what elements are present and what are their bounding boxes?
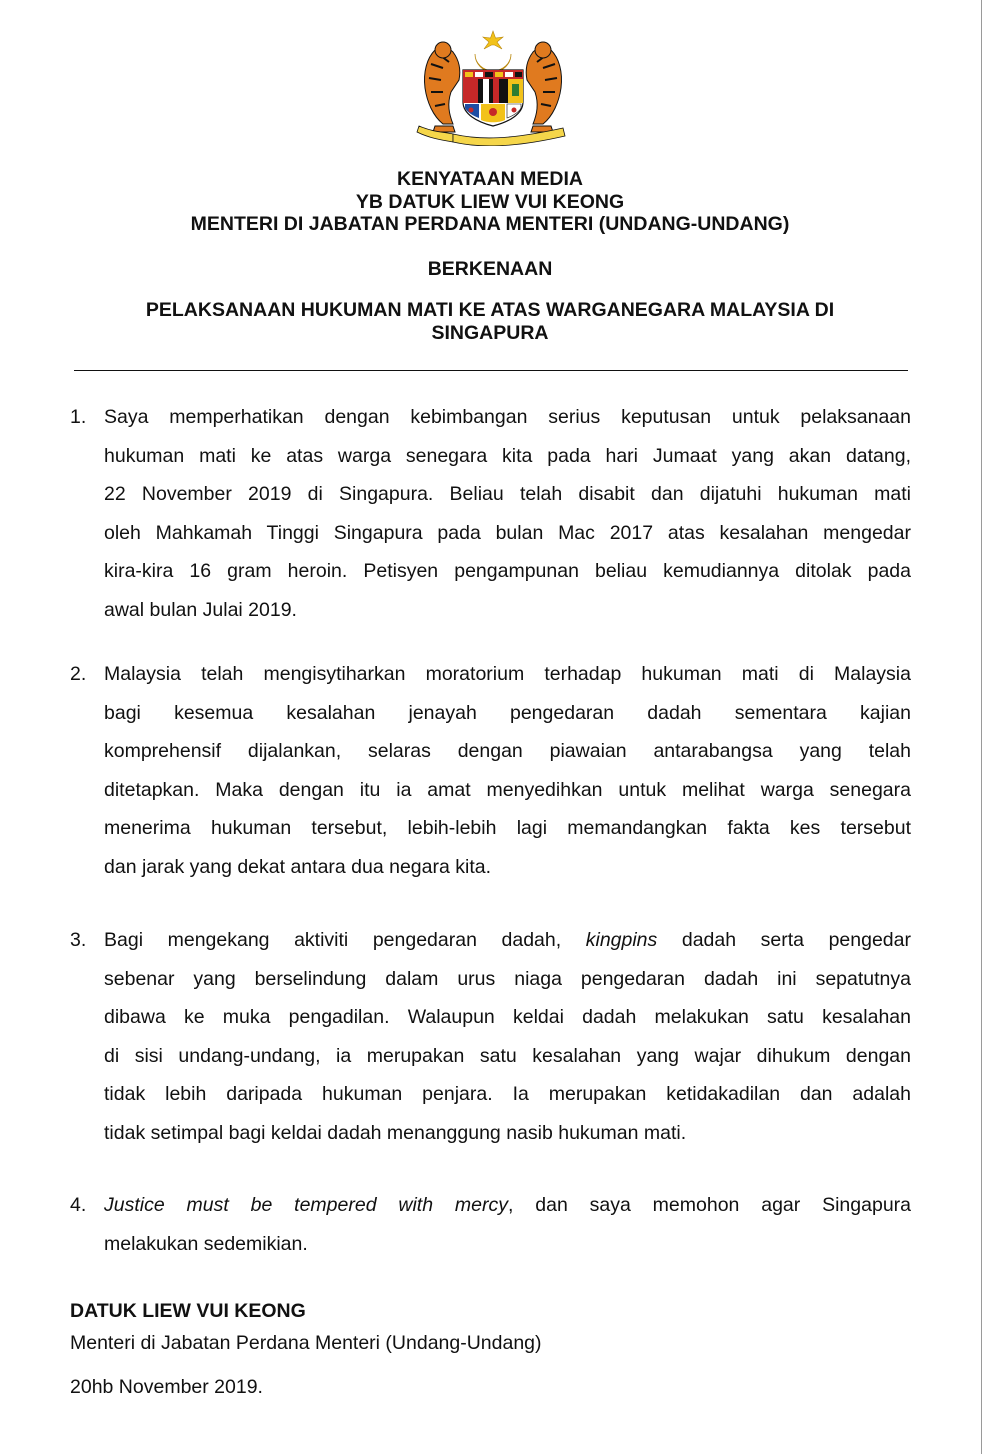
paragraph-line: melakukan sedemikian. (104, 1232, 308, 1255)
paragraph-number: 1. (70, 406, 87, 428)
paragraph-line: tidak lebih daripada hukuman penjara. Ia merupakan ketidakadilan dan adalah (104, 1083, 911, 1106)
signatory-title: Menteri di Jabatan Perdana Menteri (Undang-Undang) (70, 1332, 542, 1354)
paragraph-line: kira-kira 16 gram heroin. Petisyen pengampunan beliau kemudiannya ditolak pada (104, 560, 911, 583)
paragraph-line: dibawa ke muka pengadilan. Walaupun keldai dadah melakukan satu kesalahan (104, 1006, 911, 1029)
paragraph-line: ditetapkan. Maka dengan itu ia amat menyedihkan untuk melihat warga senegara (104, 778, 911, 801)
page-edge-line (981, 0, 982, 1454)
paragraph-line: dan jarak yang dekat antara dua negara kita. (104, 855, 492, 878)
paragraph-3 (70, 921, 911, 1153)
paragraph-4 (70, 1186, 911, 1263)
paragraph-line: sebenar yang berselindung dalam urus niaga pengedaran dadah ini sepatutnya (104, 967, 911, 990)
subject-line-2: SINGAPURA (431, 321, 549, 344)
italic-phrase: Justice must be tempered with mercy (104, 1194, 508, 1216)
crescent-star-icon (475, 31, 511, 72)
statement-date: 20hb November 2019. (70, 1376, 263, 1398)
paragraph-line: oleh Mahkamah Tinggi Singapura pada bulan Mac 2017 atas kesalahan mengedar (104, 521, 911, 544)
paragraph-line-first (104, 921, 911, 960)
paragraph-line-first (104, 1186, 911, 1225)
shield-icon (463, 70, 523, 126)
paragraph-number: 2. (70, 663, 87, 685)
paragraph-line: hukuman mati ke atas warga senegara kita pada hari Jumaat yang akan datang, (104, 444, 911, 467)
paragraph-line: Saya memperhatikan dengan kebimbangan serius keputusan untuk pelaksanaan (104, 406, 911, 428)
paragraph-line: tidak setimpal bagi keldai dadah menanggung nasib hukuman mati. (104, 1121, 687, 1144)
paragraph-line: komprehensif dijalankan, selaras dengan piawaian antarabangsa yang telah (104, 740, 911, 763)
statement-heading (0, 168, 980, 236)
paragraph-line: di sisi undang-undang, ia merupakan satu kesalahan yang wajar dihukum dengan (104, 1044, 911, 1067)
right-tiger-icon (526, 42, 561, 132)
line-text-after: , dan saya memohon agar Singapura (508, 1194, 911, 1216)
paragraph-line: Malaysia telah mengisytiharkan moratorium terhadap hukuman mati di Malaysia (104, 663, 911, 685)
berkenaan-heading: BERKENAAN (427, 258, 553, 280)
paragraph-line: 22 November 2019 di Singapura. Beliau telah disabit dan dijatuhi hukuman mati (104, 483, 911, 506)
paragraph-2 (70, 655, 911, 887)
paragraph-line: bagi kesemua kesalahan jenayah pengedaran dadah sementara kajian (104, 701, 911, 724)
paragraph-1 (70, 398, 911, 630)
paragraph-line: awal bulan Julai 2019. (104, 598, 297, 621)
line-text-after: dadah serta pengedar (657, 929, 911, 951)
italic-term: kingpins (585, 929, 658, 951)
signatory-name: DATUK LIEW VUI KEONG (70, 1300, 306, 1322)
paragraph-number: 3. (70, 929, 87, 951)
heading-line-1: KENYATAAN MEDIA (397, 168, 583, 190)
heading-line-2: YB DATUK LIEW VUI KEONG (355, 190, 625, 213)
line-text-before: Bagi mengekang aktiviti pengedaran dadah, (104, 929, 586, 951)
left-tiger-icon (424, 42, 459, 132)
coat-of-arms-emblem (413, 28, 573, 146)
heading-line-3: MENTERI DI JABATAN PERDANA MENTERI (UNDANG-UNDANG) (190, 213, 790, 235)
horizontal-rule (74, 370, 908, 371)
paragraph-number: 4. (70, 1194, 87, 1216)
subject-line-1: PELAKSANAAN HUKUMAN MATI KE ATAS WARGANEGARA MALAYSIA DI (145, 299, 835, 321)
subject-heading (60, 299, 920, 344)
paragraph-line: menerima hukuman tersebut, lebih-lebih lagi memandangkan fakta kes tersebut (104, 817, 911, 840)
